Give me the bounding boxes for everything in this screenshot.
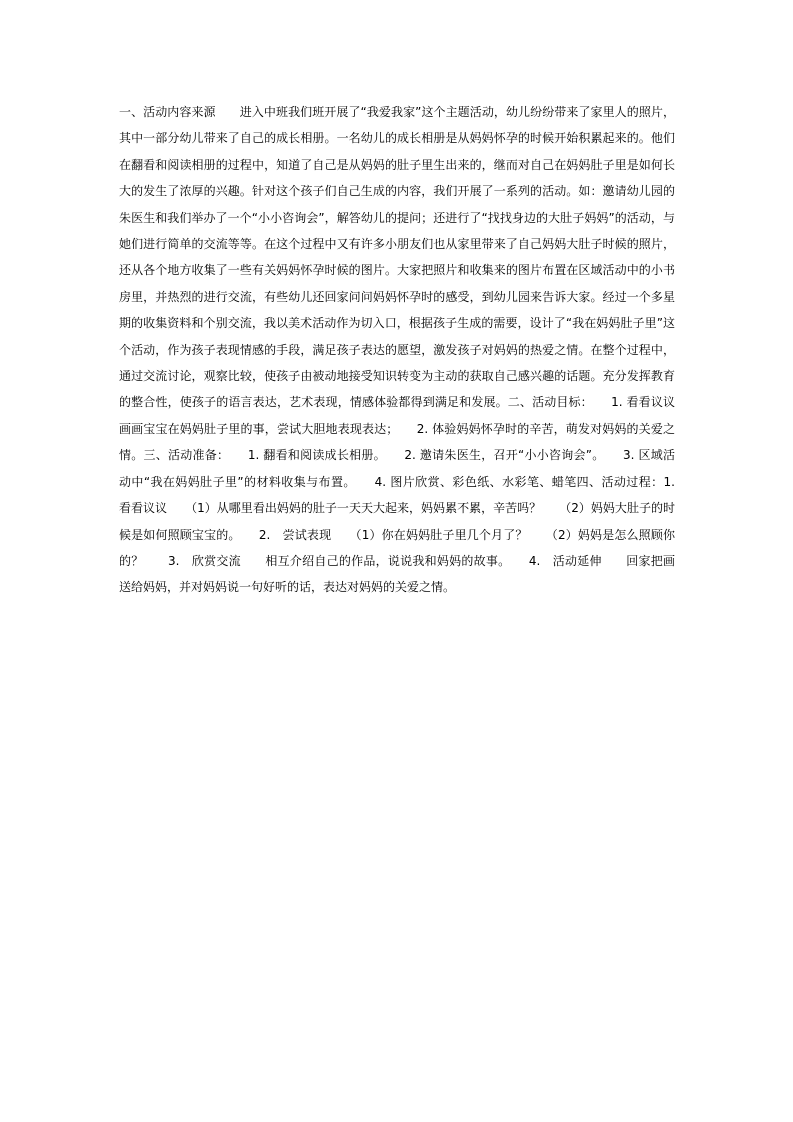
document-body-text: 一、活动内容来源 进入中班我们班开展了“我爱我家”这个主题活动，幼儿纷纷带来了家里人的照片，其中一部分幼儿带来了自己的成长相册。一名幼儿的成长相册是从妈妈怀孕的时候开始积累起来的。他们在翻看和阅读相册的过程中，知道了自己是从妈妈的肚子里生出来的，继而对自己在妈妈肚子里是如何长大的发生了浓厚的兴趣。针对这个孩子们自己生成的内容，我们开展了一系列的活动。如：邀请幼儿园的朱医生和我们举办了一个“小小咨询会”，解答幼儿的提问；还进行了“找找身边的大肚子妈妈”的活动，与她们进行简单的交流等等。在这个过程中又有许多小朋友们也从家里带来了自己妈妈大肚子时候的照片，还从各个地方收集了一些有关妈妈怀孕时候的图片。大家把照片和收集来的图片布置在区域活动中的小书房里，并热烈的进行交流，有些幼儿还回家问问妈妈怀孕时的感受，到幼儿园来告诉大家。经过一个多星期的收集资料和个别交流，我以美术活动作为切入口，根据孩子生成的需要，设计了“我在妈妈肚子里”这个活动，作为孩子表现情感的手段，满足孩子表达的愿望，激发孩子对妈妈的热爱之情。在整个过程中，通过交流讨论，观察比较，使孩子由被动地接受知识转变为主动的获取自己感兴趣的话题。充分发挥教育的整合性，使孩子的语言表达，艺术表现，情感体验都得到满足和发展。二、活动目标： 1. 看看议议画画宝宝在妈妈肚子里的事，尝试大胆地表现表达； 2. 体验妈妈怀孕时的辛苦，萌发对妈妈的关爱之情。三、活动准备： 1. 翻看和阅读成长相册。 2. 邀请朱医生，召开“小小咨询会”。 3. 区域活动中“我在妈妈肚子里”的材料收集与布置。 4. 图片欣赏、彩色纸、水彩笔、蜡笔四、活动过程：1. 看看议议 （1）从哪里看出妈妈的肚子一天天大起来，妈妈累不累，辛苦吗？ （2）妈妈大肚子的时候是如何照顾宝宝的。 2. 尝试表现 （1）你在妈妈肚子里几个月了？ （2）妈妈是怎么照顾你的？ 3. 欣赏交流 相互介绍自己的作品，说说我和妈妈的故事。 4. 活动延伸 回家把画送给妈妈，并对妈妈说一句好听的话，表达对妈妈的关爱之情。 — [119, 105, 688, 595]
